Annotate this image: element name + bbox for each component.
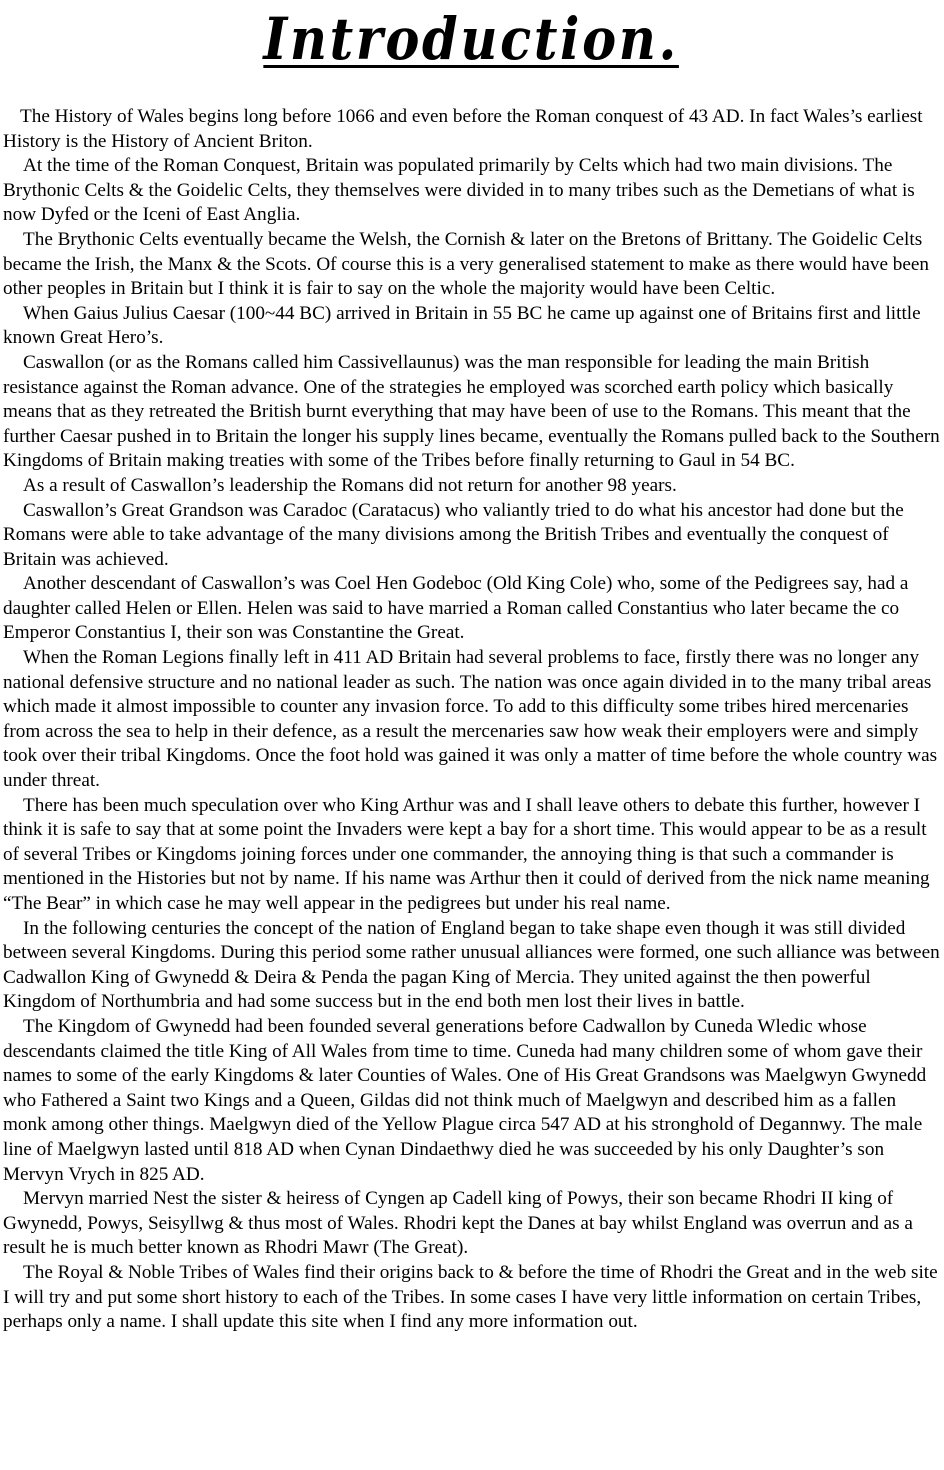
- paragraph: Caswallon’s Great Grandson was Caradoc (Caratacus) who valiantly tried to do what his ancestor had done but the Romans were able to take advantage of the many divisions among the British Tribes and eventually the conquest of Britain was achieved.: [3, 499, 904, 570]
- paragraph: In the following centuries the concept of the nation of England began to take shape even though it was still divided between several Kingdoms. During this period some rather unusual alliances were formed, one such alliance was between Cadwallon King of Gwynedd & Deira & Penda the pagan King of Mercia. They united against the then powerful Kingdom of Northumbria and had some success but in the end both men lost their lives in battle.: [3, 917, 940, 1013]
- paragraph: The History of Wales begins long before 1066 and even before the Roman conquest of 43 AD. In fact Wales’s earliest History is the History of Ancient Briton.: [3, 106, 923, 152]
- paragraph: As a result of Caswallon’s leadership the Romans did not return for another 98 years.: [23, 474, 677, 496]
- paragraph: Mervyn married Nest the sister & heiress of Cyngen ap Cadell king of Powys, their son became Rhodri II king of Gwynedd, Powys, Seisyllwg & thus most of Wales. Rhodri kept the Danes at bay whilst England was overrun and as a result he is much better known as Rhodri Mawr (The Great).: [3, 1188, 913, 1259]
- paragraph: When Gaius Julius Caesar (100~44 BC) arrived in Britain in 55 BC he came up against one of Britains first and little known Great Hero’s.: [3, 302, 921, 349]
- body-text: [3, 105, 940, 1335]
- paragraph: Another descendant of Caswallon’s was Coel Hen Godeboc (Old King Cole) who, some of the Pedigrees say, had a daughter called Helen or Ellen. Helen was said to have married a Roman called Constantius who later became the co Emperor Constantius I, their son was Constantine the Great.: [3, 573, 909, 644]
- paragraph: The Royal & Noble Tribes of Wales find their origins back to & before the time of Rhodri the Great and in the web site I will try and put some short history to each of the Tribes. In some cases I have very little information on certain Tribes, perhaps only a name. I shall update this site when I find any more information out.: [3, 1261, 938, 1333]
- page-title: Introduction.: [263, 5, 680, 73]
- paragraph: When the Roman Legions finally left in 411 AD Britain had several problems to face, firstly there was no longer any national defensive structure and no national leader as such. The nation was once again divided in to the many tribal areas which made it almost impossible to counter any invasion force. To add to this difficulty some tribes hired mercenaries from across the sea to help in their defence, as a result the mercenaries saw how weak their employers were and simply took over their tribal Kingdoms. Once the foot hold was gained it was only a matter of time before the whole country was under threat.: [3, 647, 938, 792]
- paragraph: Caswallon (or as the Romans called him Cassivellaunus) was the man responsible for leading the main British resistance against the Roman advance. One of the strategies he employed was scorched earth policy which basically means that as they retreated the British burnt everything that may have been of use to the Romans. This meant that the further Caesar pushed in to Britain the longer his supply lines became, eventually the Romans pulled back to the Southern Kingdoms of Britain making treaties with some of the Tribes before finally returning to Gaul in 54 BC.: [3, 351, 940, 472]
- paragraph: There has been much speculation over who King Arthur was and I shall leave others to debate this further, however I think it is safe to say that at some point the Invaders were kept a bay for a short time. This would appear to be as a result of several Tribes or Kingdoms joining forces under one commander, the annoying thing is that such a commander is mentioned in the Histories but not by name. If his name was Arthur then it could of derived from the nick name meaning “The Bear” in which case he may well appear in the pedigrees but under his real name.: [3, 794, 930, 914]
- title-area: [3, 0, 940, 100]
- paragraph: At the time of the Roman Conquest, Britain was populated primarily by Celts which had two main divisions. The Brythonic Celts & the Goidelic Celts, they themselves were divided in to many tribes such as the Demetians of what is now Dyfed or the Iceni of East Anglia.: [3, 155, 915, 226]
- paragraph: The Kingdom of Gwynedd had been founded several generations before Cadwallon by Cuneda Wledic whose descendants claimed the title King of All Wales from time to time. Cuneda had many children some of whom gave their names to some of the early Kingdoms & later Counties of Wales. One of His Great Grandsons was Maelgwyn Gwynedd who Fathered a Saint two Kings and a Queen, Gildas did not think much of Maelgwyn and described him as a fallen monk among other things. Maelgwyn died of the Yellow Plague circa 547 AD at his stronghold of Degannwy. The male line of Maelgwyn lasted until 818 AD when Cynan Dindaethwy died he was succeeded by his only Daughter’s son Mervyn Vrych in 825 AD.: [3, 1015, 927, 1185]
- paragraph: The Brythonic Celts eventually became the Welsh, the Cornish & later on the Bretons of Brittany. The Goidelic Celts became the Irish, the Manx & the Scots. Of course this is a very generalised statement to make as there would have been other peoples in Britain but I think it is fair to say on the whole the majority would have been Celtic.: [3, 228, 930, 300]
